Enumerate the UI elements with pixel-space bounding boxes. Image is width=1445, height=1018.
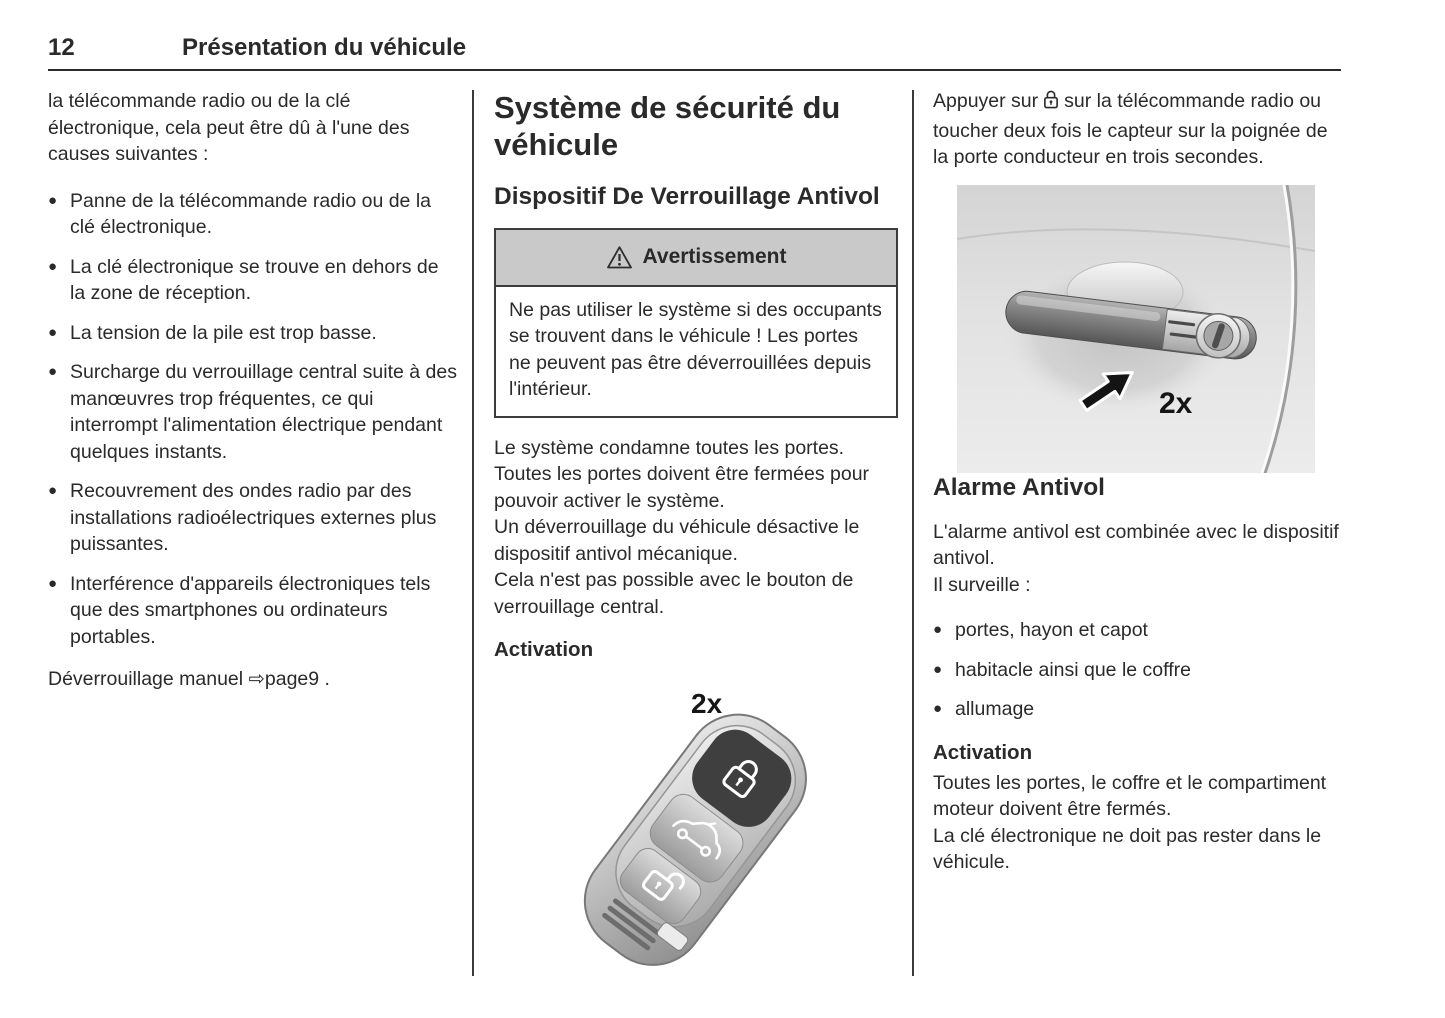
list-item bbox=[48, 188, 458, 241]
list-item-text: Surcharge du verrouillage central suite à des manœuvres trop fréquentes, ce qui interrompt l'alimentation électrique pendant quelques instants. bbox=[70, 361, 457, 463]
list-item bbox=[933, 696, 1341, 723]
warning-box-header bbox=[496, 230, 896, 287]
list-item bbox=[48, 359, 458, 465]
bullet-icon: ● bbox=[48, 257, 58, 275]
bullet-icon: ● bbox=[48, 363, 58, 380]
bullet-icon: ● bbox=[933, 621, 943, 638]
sentence: Toutes les portes, le coffre et le compartiment moteur doivent être fermés. bbox=[933, 771, 1327, 820]
list-item bbox=[48, 320, 458, 347]
bullet-icon: ● bbox=[933, 700, 943, 717]
warning-triangle-icon bbox=[606, 245, 633, 270]
list-item bbox=[933, 617, 1341, 644]
instruction-text-before: Appuyer sur bbox=[933, 90, 1039, 112]
activation-heading: Activation bbox=[933, 740, 1033, 764]
cross-reference bbox=[48, 666, 458, 693]
door-handle-illustration bbox=[957, 185, 1315, 473]
cross-reference-arrow-icon: ⇨ bbox=[248, 668, 265, 690]
page-columns bbox=[48, 88, 1341, 989]
list-item-text: habitacle ainsi que le coffre bbox=[955, 658, 1191, 681]
list-item-text: La clé électronique se trouve en dehors de la zone de réception. bbox=[70, 255, 439, 304]
bullet-icon: ● bbox=[48, 323, 58, 341]
intro-paragraph: la télécommande radio ou de la clé électronique, cela peut être dû à l'une des causes suivantes : bbox=[48, 90, 410, 165]
header-rule bbox=[48, 69, 1341, 71]
bullet-icon: ● bbox=[48, 191, 58, 209]
list-item-text: Interférence d'appareils électroniques tels que des smartphones ou ordinateurs portables. bbox=[70, 572, 431, 648]
sentence: Un déverrouillage du véhicule désactive le dispositif antivol mécanique. bbox=[494, 516, 860, 565]
locking-paragraph bbox=[494, 435, 898, 621]
sentence: La clé électronique ne doit pas rester dans le véhicule. bbox=[933, 824, 1322, 873]
cross-reference-suffix: . bbox=[319, 668, 330, 690]
middle-column bbox=[474, 88, 912, 989]
list-item-text: allumage bbox=[955, 698, 1035, 720]
list-item-text: portes, hayon et capot bbox=[955, 619, 1148, 641]
alarm-monitor-list bbox=[933, 617, 1341, 723]
unlock-instruction-paragraph bbox=[933, 88, 1341, 171]
list-item bbox=[48, 254, 458, 307]
door-handle-figure bbox=[957, 185, 1315, 473]
key-fob-illustration bbox=[531, 689, 861, 989]
section-title: Système de sécurité du véhicule bbox=[494, 90, 841, 162]
warning-body: Ne pas utiliser le système si des occupants se trouvent dans le véhicule ! Les portes ne peuvent pas être déverrouillées depuis l'intérieur. bbox=[509, 298, 882, 400]
bullet-icon: ● bbox=[48, 482, 58, 499]
list-item bbox=[48, 478, 458, 558]
cross-reference-text: Déverrouillage manuel bbox=[48, 668, 244, 690]
warning-title: Avertissement bbox=[642, 245, 787, 268]
cross-reference-target: page9 bbox=[264, 668, 320, 690]
list-item-text: Panne de la télécommande radio ou de la clé électronique. bbox=[70, 189, 431, 238]
sentence: Il surveille : bbox=[933, 573, 1031, 596]
chapter-title: Présentation du véhicule bbox=[182, 34, 467, 61]
warning-box bbox=[494, 228, 898, 418]
right-column bbox=[914, 88, 1341, 989]
left-column bbox=[48, 88, 472, 989]
key-fob-figure bbox=[531, 689, 861, 989]
bullet-icon: ● bbox=[933, 660, 943, 678]
subsection-title: Dispositif De Verrouillage Antivol bbox=[494, 183, 880, 210]
cross-reference-link bbox=[249, 668, 330, 690]
sentence: Toutes les portes doivent être fermées pour pouvoir activer le système. bbox=[494, 463, 870, 512]
instruction-text-after: sur la télécommande radio ou toucher deux fois le capteur sur la poignée de la porte conducteur en trois secondes. bbox=[933, 90, 1328, 168]
page-header bbox=[48, 34, 1341, 62]
list-item bbox=[933, 657, 1341, 684]
activation-heading: Activation bbox=[494, 638, 594, 661]
page-number: 12 bbox=[48, 34, 75, 61]
list-item bbox=[48, 571, 458, 651]
alarm-activation-paragraph bbox=[933, 770, 1341, 876]
bullet-icon: ● bbox=[48, 574, 58, 592]
alarm-section-title: Alarme Antivol bbox=[933, 473, 1105, 501]
lock-icon bbox=[1042, 89, 1060, 118]
cause-list bbox=[48, 188, 458, 651]
sentence: Le système condamne toutes les portes. bbox=[494, 436, 845, 459]
list-item-text: La tension de la pile est trop basse. bbox=[70, 321, 377, 344]
alarm-paragraph bbox=[933, 519, 1341, 599]
sentence: Cela n'est pas possible avec le bouton de verrouillage central. bbox=[494, 569, 854, 618]
figure-label-2x: 2x bbox=[691, 688, 723, 719]
list-item-text: Recouvrement des ondes radio par des installations radioélectriques externes plus puissantes. bbox=[70, 480, 437, 555]
sentence: L'alarme antivol est combinée avec le dispositif antivol. bbox=[933, 520, 1339, 569]
figure-label-2x: 2x bbox=[1159, 386, 1193, 420]
